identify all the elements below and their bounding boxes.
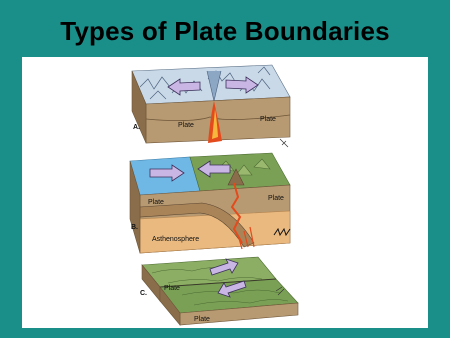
block-a-label-plate-left: Plate <box>178 122 194 129</box>
block-a-scale-mark <box>280 139 288 147</box>
block-c-label-plate-lower: Plate <box>194 316 210 323</box>
diagram-panel <box>22 57 428 328</box>
block-c-letter: C. <box>140 290 147 297</box>
plate-boundaries-diagram <box>22 57 428 328</box>
block-a <box>132 65 290 147</box>
block-b <box>130 153 290 253</box>
block-c <box>140 257 298 325</box>
slide-title: Types of Plate Boundaries <box>60 16 390 46</box>
block-c-label-plate-upper: Plate <box>164 285 180 292</box>
block-b-label-asthenosphere: Asthenosphere <box>152 236 200 243</box>
block-a-letter: A. <box>133 124 140 131</box>
block-b-label-plate-right: Plate <box>268 195 284 202</box>
block-b-letter: B. <box>131 224 138 231</box>
block-b-label-plate-left: Plate <box>148 199 164 206</box>
block-a-label-plate-right: Plate <box>260 116 276 123</box>
